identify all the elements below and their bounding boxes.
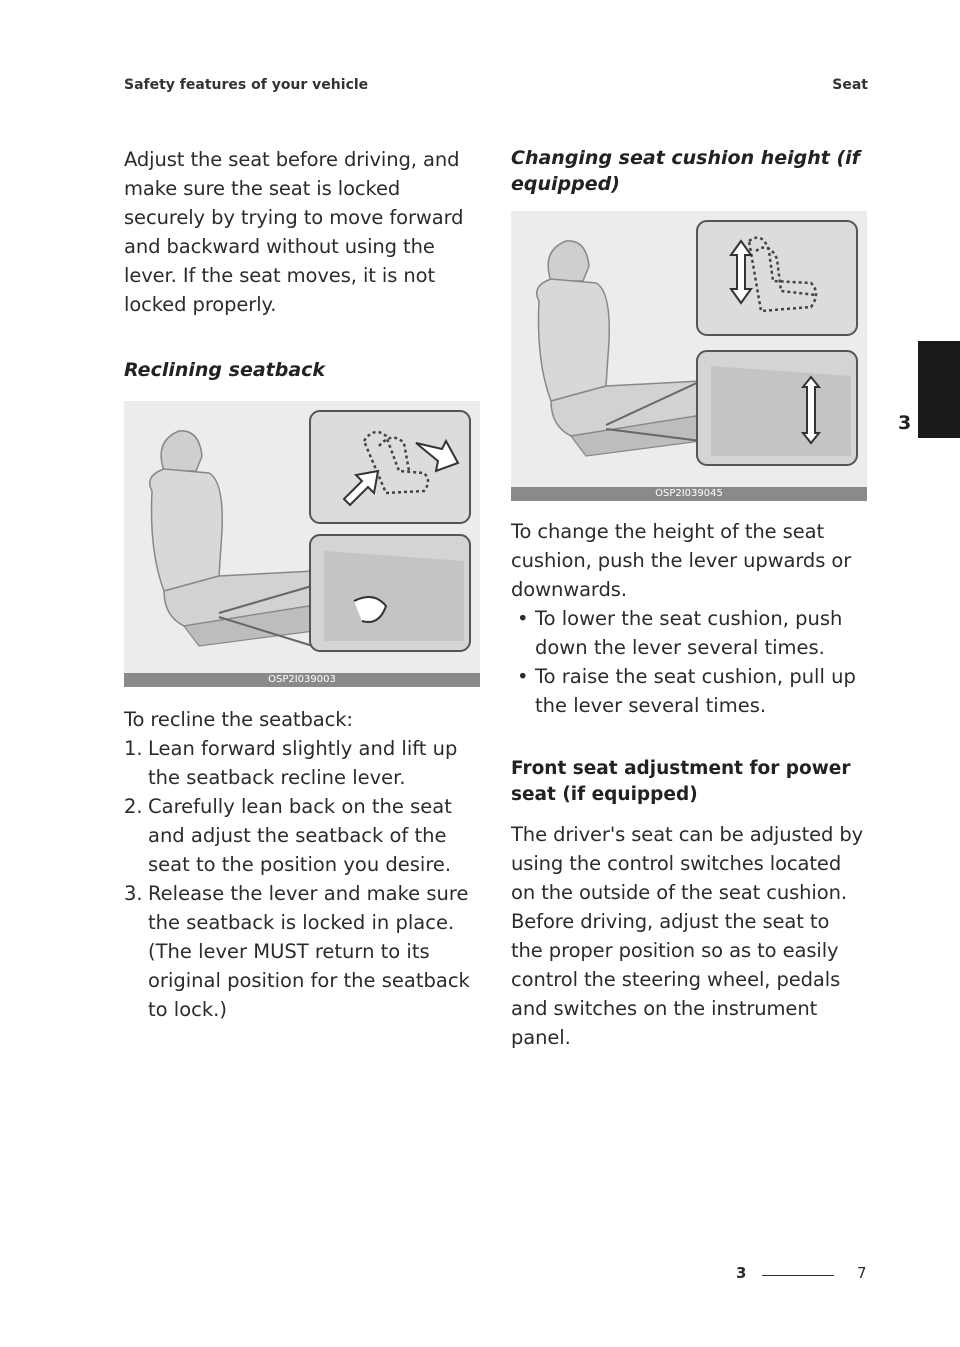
power-seat-body-text: The driver's seat can be adjusted by using the control switches located on the outside of the seat cushion. Before driving, adjust the seat to the proper position so as to easily control the steering wheel, pedals and switches on the instrument panel.: [511, 823, 864, 1049]
figure-caption-reclining: OSP2I039003: [124, 673, 480, 687]
seat-recline-illustration: [124, 401, 480, 673]
seat-height-illustration: [511, 211, 867, 487]
chapter-tab-number: 3: [898, 412, 912, 434]
recline-lead-text: To recline the seatback:: [124, 708, 353, 731]
section-heading-cushion-height: Changing seat cushion height (if equipped): [511, 147, 860, 195]
figure-cushion-height: [511, 211, 867, 501]
list-item: 2. Carefully lean back on the seat and adjust the seatback of the seat to the position you desire.: [124, 795, 452, 876]
running-header-topic: Seat: [832, 77, 868, 93]
footer-divider: [762, 1275, 834, 1276]
list-item: 3. Release the lever and make sure the seatback is locked in place. (The lever MUST return to its original position for the seatback to lock.): [124, 882, 470, 1021]
section-heading-power-seat: Front seat adjustment for power seat (if equipped): [511, 758, 851, 805]
list-item: • To raise the seat cushion, pull up the lever several times.: [517, 665, 856, 717]
list-item: 1. Lean forward slightly and lift up the seatback recline lever.: [124, 737, 458, 789]
running-header-section: Safety features of your vehicle: [124, 77, 369, 93]
cushion-bullet-list: [511, 604, 867, 720]
intro-paragraph: Adjust the seat before driving, and make sure the seat is locked securely by trying to move forward and backward without using the lever. If the seat moves, it is not locked properly.: [124, 148, 464, 316]
footer-page-number: 7: [857, 1264, 867, 1282]
cushion-intro-text: To change the height of the seat cushion, push the lever upwards or downwards.: [511, 520, 852, 601]
figure-caption-cushion-height: OSP2I039045: [511, 487, 867, 501]
list-item: • To lower the seat cushion, push down the lever several times.: [517, 607, 843, 659]
left-column: [124, 145, 480, 1024]
footer-chapter-number: 3: [736, 1264, 747, 1282]
section-heading-reclining: Reclining seatback: [124, 359, 326, 381]
chapter-tab: [918, 341, 960, 438]
figure-reclining-seatback: [124, 401, 480, 687]
right-column: [511, 145, 867, 1052]
recline-steps-list: [124, 734, 480, 1024]
